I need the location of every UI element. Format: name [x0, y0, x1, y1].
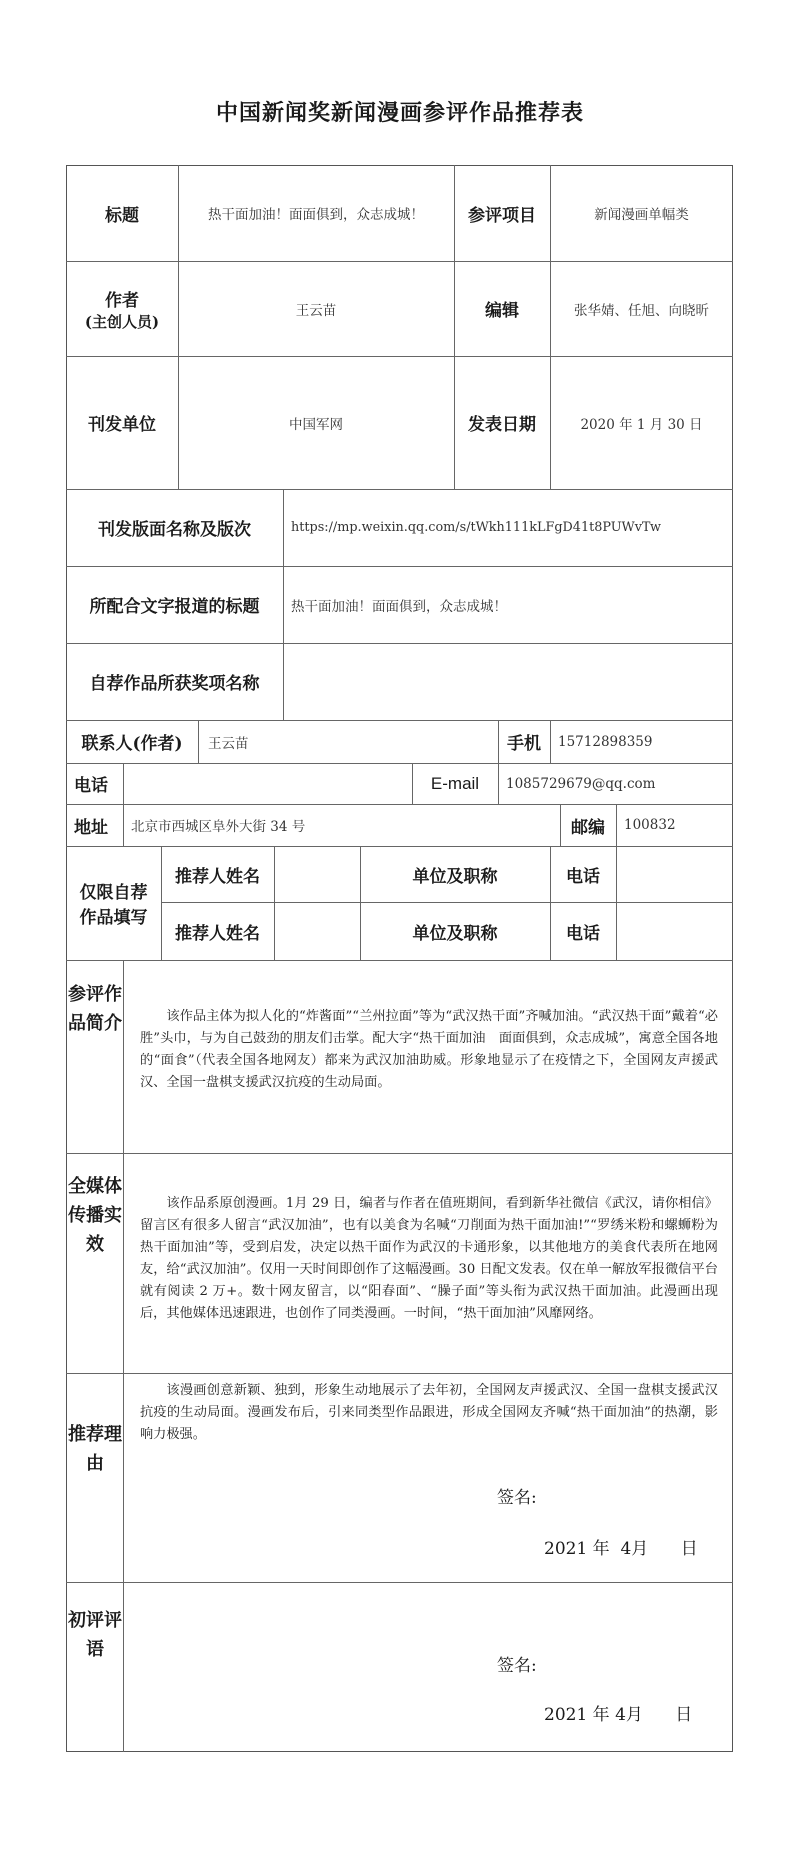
zip-label: 邮编	[571, 817, 605, 838]
col-divider	[123, 960, 124, 1752]
contact-value: 王云苗	[208, 735, 249, 752]
recommender-unit-label: 单位及职称	[412, 923, 498, 944]
author-sublabel: (主创人员)	[84, 312, 160, 331]
document-title: 中国新闻奖新闻漫画参评作品推荐表	[215, 100, 584, 126]
award-value	[283, 643, 733, 720]
review-signature-label: 签名:	[497, 1656, 537, 1676]
email-value[interactable]: 1085729679@qq.com	[506, 775, 656, 792]
recommender-phone-label: 电话	[566, 923, 600, 944]
row-divider	[66, 1373, 733, 1374]
date-label: 发表日期	[468, 415, 536, 435]
recommender-phone-label: 电话	[566, 866, 600, 887]
report-title-label: 所配合文字报道的标题	[89, 597, 260, 617]
reason-date: 2021 年 4月 日	[544, 1539, 698, 1559]
address-label: 地址	[74, 817, 108, 838]
author-value: 王云苗	[295, 302, 337, 319]
mobile-value: 15712898359	[558, 733, 653, 750]
date-value: 2020 年 1 月 30 日	[580, 416, 703, 433]
zip-value: 100832	[624, 817, 676, 833]
layout-url[interactable]: https://mp.weixin.qq.com/s/tWkh111kLFgD41t8PUWvTw	[291, 520, 661, 535]
award-label: 自荐作品所获奖项名称	[89, 674, 260, 694]
effect-label: 全媒体传播实效	[68, 1176, 122, 1255]
self-rec-label-line1: 仅限自荐	[79, 883, 148, 903]
editor-label: 编辑	[485, 301, 519, 321]
reason-label: 推荐理由	[68, 1424, 122, 1474]
title-label: 标题	[105, 205, 139, 226]
effect-text: 该作品系原创漫画。1月 29 日，编者与作者在值班期间，看到新华社微信《武汉，请你相信》留言区有很多人留言“武汉加油”，也有以美食为名喊“刀削面为热干面加油!”“罗绣米粉和螺蛳粉为热干面加油”等，受到启发，决定以热干面作为武汉的卡通形象，以其他地方的美食代表所在地网友，给“武汉加油”。仅用一天时间即创作了这幅漫画。30 日配文发表。仅在单一解放军报微信平台就有阅读 2 万+。数十网友留言，以“阳春面”、“臊子面”等头衔为武汉热干面加油。此漫画出现后，其他媒体迅速跟进，也创作了同类漫画。一时间，“热干面加油”风靡网络。	[140, 1196, 718, 1321]
review-label: 初评评语	[68, 1610, 122, 1660]
recommender-name-label: 推荐人姓名	[175, 923, 260, 944]
summary-text: 该作品主体为拟人化的“炸酱面”“兰州拉面”等为“武汉热干面”齐喊加油。“武汉热干面”戴着“必胜”头巾，与为自己鼓劲的朋友们击掌。配大字“热干面加油 面面俱到，众志成城”，寓意全国各地的“面食”（代表全国各地网友）都来为武汉加油助威。形象地显示了在疫情之下，全国网友声援武汉、全国一盘棋支援武汉抗疫的生动局面。	[140, 1009, 718, 1090]
summary-label: 参评作品简介	[68, 984, 122, 1034]
publisher-label: 刊发单位	[88, 415, 156, 435]
editor-value: 张华婧、任旭、向晓昕	[574, 302, 709, 319]
review-date: 2021 年 4月 日	[544, 1705, 693, 1725]
row-divider	[66, 1153, 733, 1154]
mobile-label: 手机	[507, 734, 541, 754]
author-label-cell	[66, 261, 178, 356]
self-rec-label-line2: 作品填写	[79, 908, 148, 928]
layout-label: 刊发版面名称及版次	[98, 520, 251, 540]
col-divider	[616, 846, 617, 960]
self-rec-label-cell	[66, 846, 161, 960]
row-divider	[66, 1582, 733, 1583]
reason-text: 该漫画创意新颖、独到，形象生动地展示了去年初，全国网友声援武汉、全国一盘棋支援武汉抗疫的生动局面。漫画发布后，引来同类型作品跟进，形成全国网友齐喊“热干面加油”的热潮，影响力极强。	[140, 1383, 718, 1442]
recommender-unit-label: 单位及职称	[412, 866, 498, 887]
reason-signature-label: 签名:	[497, 1488, 537, 1508]
category-value: 新闻漫画单幅类	[594, 207, 689, 223]
row-divider	[66, 960, 733, 961]
report-title-value: 热干面加油！面面俱到，众志成城！	[291, 598, 507, 615]
address-value: 北京市西城区阜外大街 34 号	[131, 819, 306, 835]
recommender-name-label: 推荐人姓名	[175, 866, 260, 887]
phone-value	[123, 763, 412, 804]
recommender-name-value	[274, 846, 360, 902]
email-label: E-mail	[430, 773, 480, 793]
phone-label: 电话	[74, 776, 108, 796]
author-label: 作者	[105, 290, 139, 311]
contact-label: 联系人(作者)	[81, 734, 183, 754]
category-label: 参评项目	[468, 205, 536, 226]
publisher-value: 中国军网	[289, 416, 343, 433]
title-value: 热干面加油！面面俱到，众志成城！	[208, 207, 424, 223]
